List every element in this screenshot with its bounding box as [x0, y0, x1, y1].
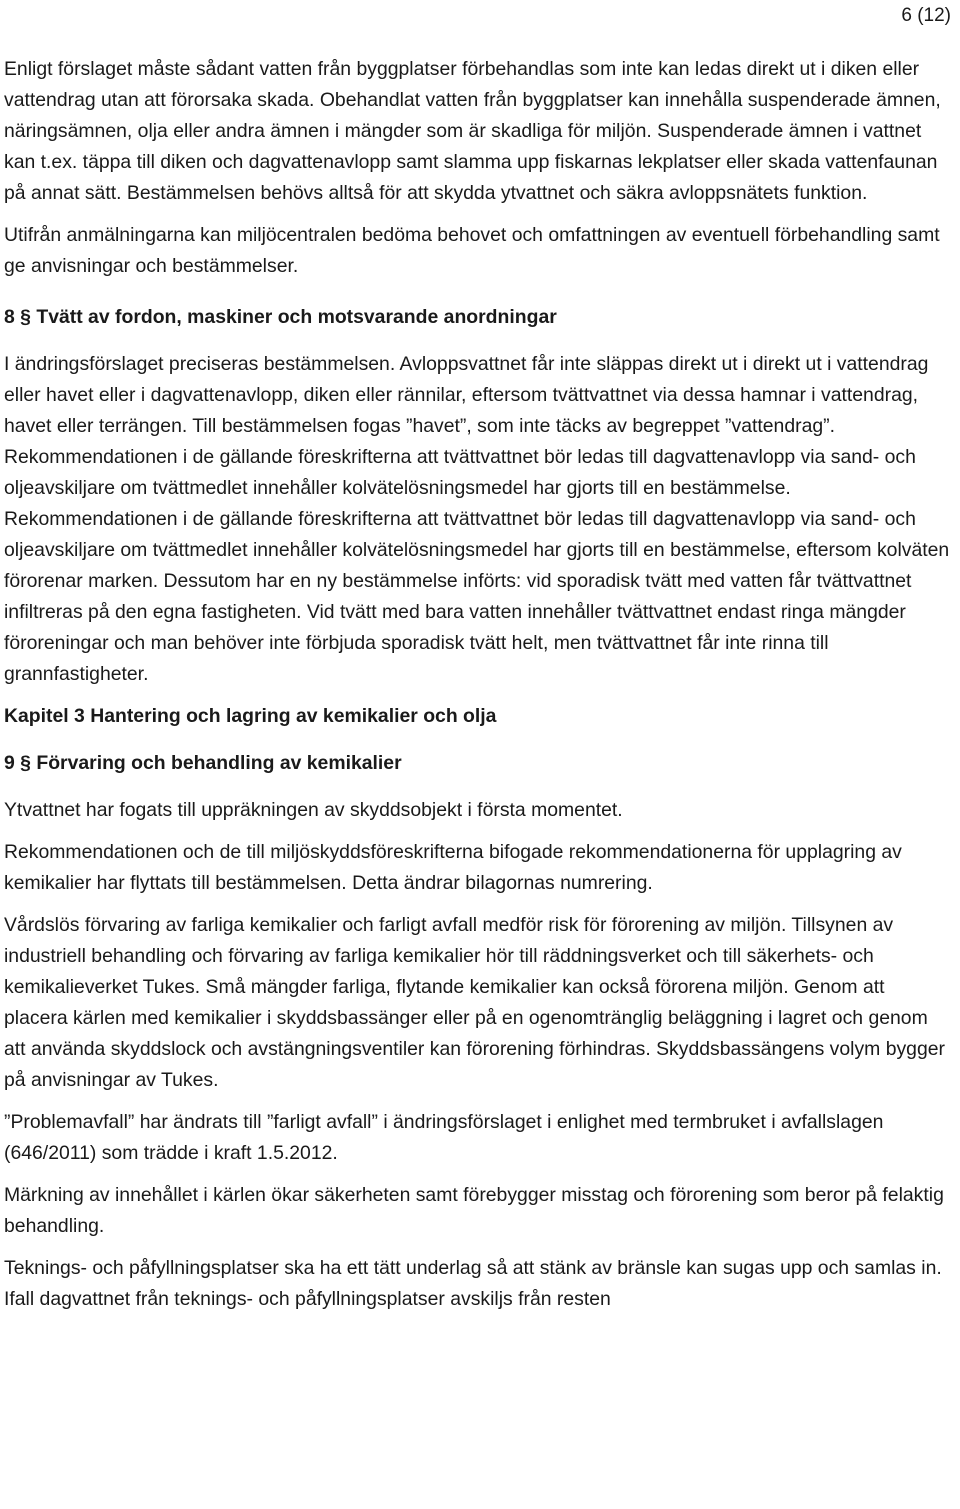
paragraph-hazardous-waste: ”Problemavfall” har ändrats till ”farligt avfall” i ändringsförslaget i enlighet med termbruket i avfallslagen (646/2011) som trädde i kraft 1.5.2012. — [4, 1111, 884, 1164]
paragraph-careless-storage: Vårdslös förvaring av farliga kemikalier och farligt avfall medför risk för förorening av miljön. Tillsynen av industriell behandling och förvaring av farliga kemikalier hör till räddningsverket och till säkerhets- och kemikalieverket Tukes. Små mängder farliga, flytande kemikalier kan också förorena miljön. Genom att placera kärlen med kemikalier i skyddsbassänger eller på en ogenomtränglig beläggning i lagret och genom att använda skyddslock och avstängningsventiler kan förorening förhindras. Skyddsbassängens volym bygger på anvisningar av Tukes. — [4, 914, 945, 1091]
section-heading-8: 8 § Tvätt av fordon, maskiner och motsvarande anordningar — [4, 306, 557, 328]
paragraph-construction-water: Enligt förslaget måste sådant vatten från byggplatser förbehandlas som inte kan ledas direkt ut i diken eller vattendrag utan att förorsaka skada. Obehandlat vatten från byggplatser kan innehålla suspenderade ämnen, näringsämnen, olja eller andra ämnen i mängder som är skadliga för miljön. Suspenderade ämnen i vattnet kan t.ex. täppa till diken och dagvattenavlopp samt slamma upp fiskarnas lekplatser eller skada vattenfaunan på annat sätt. Bestämmelsen behövs alltså för att skydda ytvattnet och säkra avloppsnätets funktion. — [4, 58, 941, 204]
paragraph-fuelling-sites: Teknings- och påfyllningsplatser ska ha ett tätt underlag så att stänk av bränsle kan sugas upp och samlas in. Ifall dagvattnet från teknings- och påfyllningsplatser avskiljs från resten — [4, 1257, 942, 1310]
paragraph-labelling: Märkning av innehållet i kärlen ökar säkerheten samt förebygger misstag och förorening som beror på felaktig behandling. — [4, 1184, 944, 1237]
page-number: 6 (12) — [901, 5, 951, 26]
paragraph-notifications: Utifrån anmälningarna kan miljöcentralen bedöma behovet och omfattningen av eventuell förbehandling samt ge anvisningar och bestämmelser. — [4, 224, 940, 277]
paragraph-recommendation: Rekommendationen och de till miljöskyddsföreskrifterna bifogade rekommendationerna för upplagring av kemikalier har flyttats till bestämmelsen. Detta ändrar bilagornas numrering. — [4, 841, 902, 894]
paragraph-surface-water: Ytvattnet har fogats till uppräkningen av skyddsobjekt i första momentet. — [4, 799, 623, 821]
chapter-heading-3: Kapitel 3 Hantering och lagring av kemikalier och olja — [4, 705, 497, 727]
section-heading-9: 9 § Förvaring och behandling av kemikalier — [4, 752, 402, 774]
paragraph-vehicle-washing: I ändringsförslaget preciseras bestämmelsen. Avloppsvattnet får inte släppas direkt ut i direkt ut i vattendrag eller havet eller i dagvattenavlopp, diken eller rännilar, eftersom tvättvattnet via dessa hamnar i vattendrag, havet eller terrängen. Till bestämmelsen fogas ”havet”, som inte täcks av begreppet ”vattendrag”. Rekommendationen i de gällande föreskrifterna att tvättvattnet bör ledas till dagvattenavlopp via sand- och oljeavskiljare om tvättmedlet innehåller kolvätelösningsmedel har gjorts till en bestämmelse. Rekommendationen i de gällande föreskrifterna att tvättvattnet bör ledas till dagvattenavlopp via sand- och oljeavskiljare om tvättmedlet innehåller kolvätelösningsmedel har gjorts till en bestämmelse, eftersom kolväten förorenar marken. Dessutom har en ny bestämmelse införts: vid sporadisk tvätt med vatten får tvättvattnet infiltreras på den egna fastigheten. Vid tvätt med bara vatten innehåller tvättvattnet endast ringa mängder föroreningar och man behöver inte förbjuda sporadisk tvätt helt, men tvättvattnet får inte rinna till grannfastigheter. — [4, 353, 950, 685]
document-body — [4, 54, 952, 1326]
